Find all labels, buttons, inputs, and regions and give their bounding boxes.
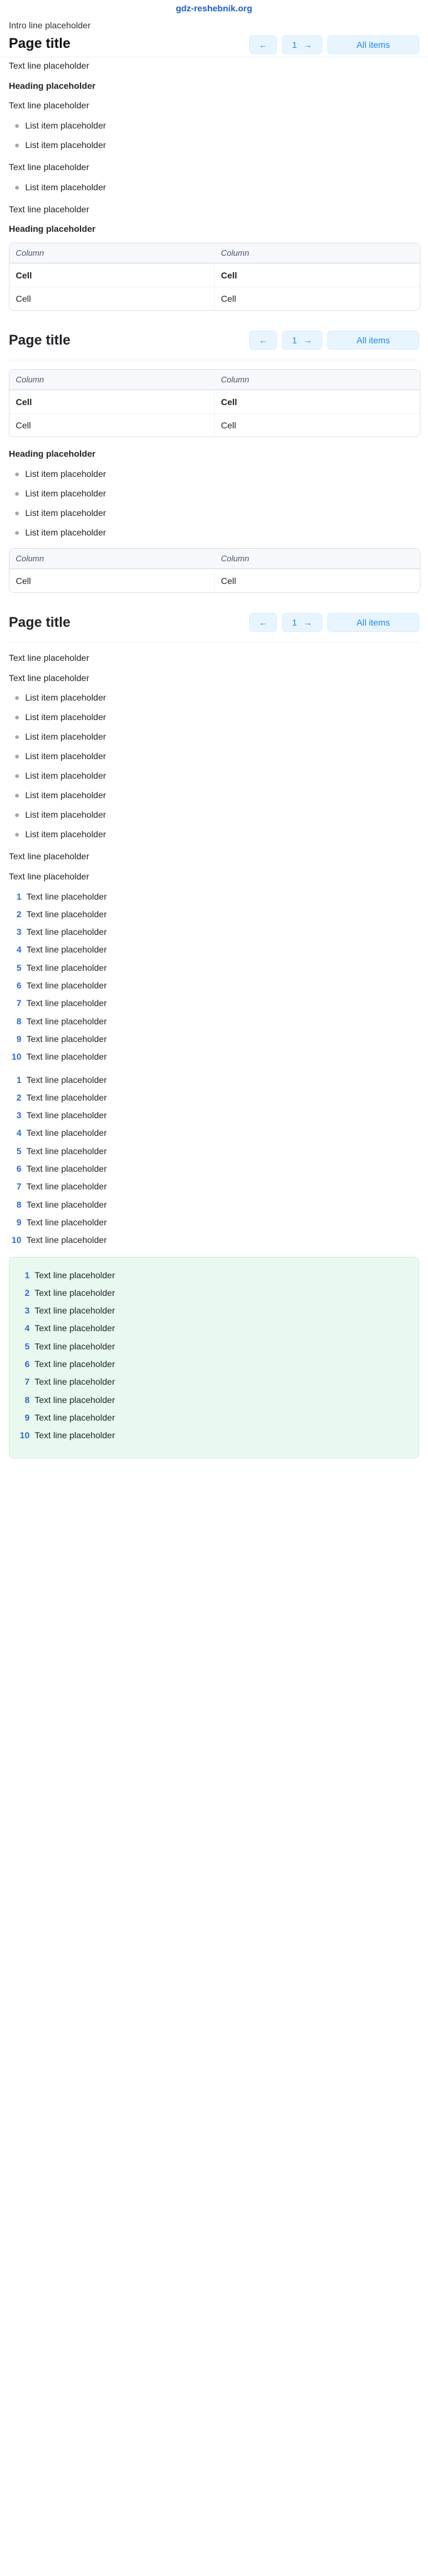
- brand-site: gdz-reshebnik.org: [176, 3, 252, 13]
- task-number: 3: [16, 927, 21, 937]
- answer-number: 4: [25, 1323, 30, 1334]
- verb-text: List item placeholder: [25, 790, 106, 801]
- answer-text: Text line placeholder: [35, 1377, 115, 1387]
- answer-text: Text line placeholder: [35, 1305, 115, 1316]
- task-number: 5: [16, 962, 21, 973]
- task-number: 6: [16, 1164, 21, 1174]
- task-item: [9, 1216, 419, 1228]
- answer-number: 8: [25, 1394, 30, 1405]
- verb-item: [9, 769, 419, 782]
- pager: [249, 613, 419, 632]
- task-text: Text line placeholder: [26, 1128, 107, 1138]
- answer-item: [17, 1286, 411, 1299]
- example-item: [9, 139, 419, 152]
- task-text: Text line placeholder: [26, 908, 107, 919]
- all-exercises-button[interactable]: [327, 613, 419, 632]
- table-2: [9, 369, 420, 437]
- task-text: Text line placeholder: [26, 1074, 107, 1085]
- page-indicator[interactable]: [282, 613, 322, 632]
- next-icon: →: [303, 335, 312, 346]
- page-indicator[interactable]: [282, 331, 322, 350]
- header-intro: Intro line placeholder: [9, 20, 91, 30]
- task-item: [9, 925, 419, 938]
- answer-text: Text line placeholder: [35, 1430, 115, 1441]
- answer-number: 10: [20, 1430, 30, 1441]
- answer-text: Text line placeholder: [35, 1323, 115, 1334]
- table-2-col-right: Column: [221, 375, 249, 385]
- table-1: [9, 243, 420, 311]
- table-cell: Cell: [215, 569, 420, 592]
- rule-3: Text line placeholder: [9, 203, 89, 214]
- table-2-col-left: Column: [16, 375, 44, 385]
- bullet-icon: [15, 813, 19, 817]
- bullet-icon: [15, 774, 19, 778]
- table-row: [9, 263, 420, 287]
- answer-number: 1: [25, 1269, 30, 1280]
- page-indicator[interactable]: [282, 35, 322, 54]
- task-number: 5: [16, 1145, 21, 1156]
- remember-item: [9, 526, 419, 539]
- remember-text: List item placeholder: [25, 527, 106, 537]
- bullet-icon: [15, 755, 19, 758]
- table-cell: Cell: [9, 287, 215, 310]
- task-number: 9: [16, 1216, 21, 1227]
- task-text: Text line placeholder: [26, 1092, 107, 1102]
- table-1-col-left: Column: [16, 248, 44, 258]
- page-number: 1: [292, 617, 297, 627]
- table-1-col-right: Column: [221, 248, 249, 258]
- answers-panel: [9, 1257, 419, 1459]
- sticky-header-2: [9, 321, 419, 360]
- page-title: Page title: [9, 35, 70, 51]
- bullet-icon: [15, 512, 19, 515]
- remember-item: [9, 487, 419, 500]
- task-text: Text line placeholder: [26, 998, 107, 1009]
- intro-text: Text line placeholder: [9, 60, 89, 71]
- table-row: [9, 413, 420, 437]
- task-number: 2: [16, 908, 21, 919]
- answers-list: [17, 1269, 411, 1442]
- task-text: Text line placeholder: [26, 1110, 107, 1121]
- prev-icon: ←: [259, 40, 268, 50]
- answer-text: Text line placeholder: [35, 1341, 115, 1351]
- task-number: 7: [16, 998, 21, 1009]
- all-exercises-label: All items: [356, 617, 390, 627]
- task-number: 8: [16, 1199, 21, 1210]
- table-row: [9, 390, 420, 413]
- all-exercises-button[interactable]: [327, 35, 419, 54]
- bullet-icon: [15, 531, 19, 535]
- task-text: Text line placeholder: [26, 1235, 107, 1245]
- verb-text: List item placeholder: [25, 770, 106, 781]
- tasks-en: [9, 890, 419, 1063]
- prev-button[interactable]: [249, 331, 277, 350]
- task-text: Text line placeholder: [26, 1145, 107, 1156]
- bullet-icon: [15, 735, 19, 739]
- table-cell: Cell: [215, 390, 420, 413]
- task-item: [9, 1033, 419, 1045]
- task-number: 8: [16, 1016, 21, 1026]
- sticky-title: Page title: [9, 332, 70, 348]
- bullet-icon: [15, 186, 19, 190]
- verb-item: [9, 750, 419, 763]
- task-item: [9, 1180, 419, 1193]
- task-item: [9, 1198, 419, 1211]
- task-item: [9, 1162, 419, 1175]
- verbs-list: [9, 691, 419, 841]
- table-1-caption: Heading placeholder: [9, 224, 96, 234]
- answer-number: 9: [25, 1412, 30, 1423]
- answer-text: Text line placeholder: [35, 1358, 115, 1369]
- all-exercises-label: All items: [356, 40, 390, 50]
- prev-icon: ←: [259, 617, 268, 627]
- task-text: Text line placeholder: [26, 891, 107, 902]
- sticky-title: Page title: [9, 614, 70, 630]
- verb-text: List item placeholder: [25, 712, 106, 723]
- next-icon: →: [303, 40, 312, 50]
- answer-item: [17, 1429, 411, 1441]
- task-number: 7: [16, 1181, 21, 1192]
- bullet-icon: [15, 124, 19, 128]
- task-text: Text line placeholder: [26, 944, 107, 955]
- bullet-icon: [15, 492, 19, 496]
- bullet-icon: [15, 472, 19, 476]
- answer-item: [17, 1411, 411, 1424]
- examples-2: [9, 181, 419, 194]
- task-text: Text line placeholder: [26, 980, 107, 991]
- example-long-2: Text line placeholder: [9, 871, 89, 881]
- table-cell: Cell: [215, 413, 420, 437]
- task-item: [9, 1073, 419, 1086]
- table-cell: Cell: [215, 287, 420, 310]
- tasks-ru: [9, 1073, 419, 1247]
- task-item: [9, 1109, 419, 1121]
- task-item: [9, 1234, 419, 1246]
- answer-item: [17, 1358, 411, 1370]
- example-text: List item placeholder: [25, 120, 106, 131]
- table-3-col-right: Column: [221, 553, 249, 563]
- task-text: Text line placeholder: [26, 962, 107, 973]
- verb-text: List item placeholder: [25, 751, 106, 762]
- task-item: [9, 943, 419, 956]
- prev-icon: ←: [259, 335, 268, 346]
- verb-text: List item placeholder: [25, 731, 106, 742]
- task-number: 4: [16, 944, 21, 955]
- table-cell: Cell: [9, 390, 215, 413]
- table-cell: Cell: [215, 263, 420, 287]
- page-number: 1: [292, 335, 297, 346]
- answer-number: 3: [25, 1305, 30, 1316]
- table-2-header: [9, 370, 420, 390]
- task-item: [9, 908, 419, 920]
- remember-item: [9, 507, 419, 520]
- task-item: [9, 1126, 419, 1139]
- answer-number: 7: [25, 1377, 30, 1387]
- answer-item: [17, 1375, 411, 1388]
- remember-text: List item placeholder: [25, 488, 106, 498]
- remember-text: List item placeholder: [25, 468, 106, 479]
- task-text: Text line placeholder: [26, 1199, 107, 1210]
- answer-item: [17, 1304, 411, 1317]
- table-cell: Cell: [9, 569, 215, 592]
- bullet-icon: [15, 833, 19, 837]
- header: [0, 16, 428, 57]
- task-text: Text line placeholder: [26, 1181, 107, 1192]
- bullet-icon: [15, 794, 19, 798]
- page-number: 1: [292, 40, 297, 50]
- verb-text: List item placeholder: [25, 692, 106, 703]
- example-long-1: Text line placeholder: [9, 851, 89, 862]
- bullet-icon: [15, 696, 19, 700]
- table-3-header: [9, 549, 420, 569]
- next-icon: →: [303, 617, 312, 627]
- task-number: 6: [16, 980, 21, 991]
- all-exercises-button[interactable]: [327, 331, 419, 350]
- pager: [249, 331, 419, 350]
- example-text: List item placeholder: [25, 140, 106, 151]
- rule-4: Text line placeholder: [9, 652, 89, 663]
- example-text: List item placeholder: [25, 181, 106, 192]
- table-cell: Cell: [9, 413, 215, 437]
- answer-text: Text line placeholder: [35, 1287, 115, 1298]
- verb-item: [9, 808, 419, 821]
- task-text: Text line placeholder: [26, 1051, 107, 1062]
- table-3: [9, 548, 420, 593]
- remember-list: [9, 467, 419, 539]
- task-item: [9, 997, 419, 1009]
- task-number: 3: [16, 1110, 21, 1121]
- table-cell: Cell: [9, 263, 215, 287]
- answer-number: 5: [25, 1341, 30, 1351]
- table-3-col-left: Column: [16, 553, 44, 563]
- content: [9, 59, 419, 1458]
- task-item: [9, 961, 419, 974]
- example-item: [9, 181, 419, 194]
- verb-item: [9, 691, 419, 704]
- verb-item: [9, 789, 419, 802]
- brand-bar: [0, 0, 428, 17]
- all-exercises-label: All items: [356, 335, 390, 346]
- rule-1: Text line placeholder: [9, 100, 89, 111]
- bullet-icon: [15, 144, 19, 147]
- task-number: 1: [16, 1074, 21, 1085]
- task-item: [9, 979, 419, 992]
- rule-5: Text line placeholder: [9, 672, 89, 683]
- answer-number: 6: [25, 1358, 30, 1369]
- answer-text: Text line placeholder: [35, 1412, 115, 1423]
- remember-item: [9, 467, 419, 481]
- prev-button[interactable]: [249, 613, 277, 632]
- answer-item: [17, 1322, 411, 1334]
- task-item: [9, 1145, 419, 1157]
- task-number: 10: [11, 1051, 21, 1062]
- answer-item: [17, 1394, 411, 1406]
- sticky-header-3: [9, 603, 419, 643]
- task-item: [9, 1091, 419, 1104]
- examples-1: [9, 119, 419, 152]
- verb-item: [9, 711, 419, 724]
- rule-2: Text line placeholder: [9, 162, 89, 173]
- example-item: [9, 119, 419, 132]
- answer-text: Text line placeholder: [35, 1269, 115, 1280]
- task-number: 4: [16, 1128, 21, 1138]
- task-text: Text line placeholder: [26, 1216, 107, 1227]
- verb-text: List item placeholder: [25, 810, 106, 820]
- verb-item: [9, 828, 419, 841]
- remember-heading: Heading placeholder: [9, 449, 96, 459]
- task-number: 9: [16, 1033, 21, 1044]
- answer-item: [17, 1340, 411, 1353]
- remember-text: List item placeholder: [25, 507, 106, 518]
- table-row: [9, 569, 420, 592]
- task-text: Text line placeholder: [26, 927, 107, 937]
- task-number: 10: [11, 1235, 21, 1245]
- answer-text: Text line placeholder: [35, 1394, 115, 1405]
- task-text: Text line placeholder: [26, 1164, 107, 1174]
- table-1-header: [9, 243, 420, 263]
- task-item: [9, 1050, 419, 1063]
- verb-item: [9, 730, 419, 743]
- task-text: Text line placeholder: [26, 1016, 107, 1026]
- pager: [249, 35, 419, 54]
- note-heading: Heading placeholder: [9, 80, 96, 91]
- task-number: 2: [16, 1092, 21, 1102]
- answer-item: [17, 1269, 411, 1281]
- task-item: [9, 890, 419, 903]
- task-number: 1: [16, 891, 21, 902]
- task-text: Text line placeholder: [26, 1033, 107, 1044]
- bullet-icon: [15, 716, 19, 719]
- task-item: [9, 1015, 419, 1028]
- answer-number: 2: [25, 1287, 30, 1298]
- table-row: [9, 287, 420, 310]
- verb-text: List item placeholder: [25, 829, 106, 840]
- prev-button[interactable]: [249, 35, 277, 54]
